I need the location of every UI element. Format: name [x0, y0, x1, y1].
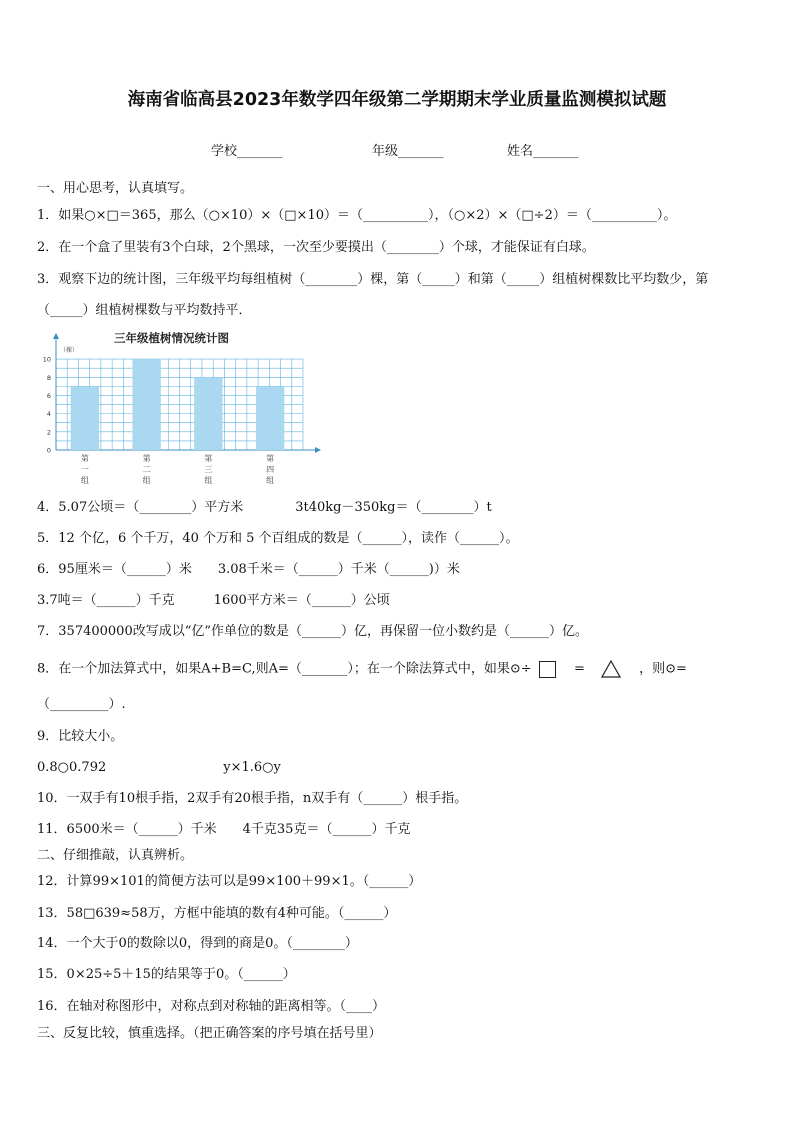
question-9-items: 0.8○0.792 y×1.6○y [37, 760, 281, 775]
svg-text:二: 二 [142, 465, 151, 474]
question-15: 15．0×25÷5＋15的结果等于0。（______） [37, 967, 296, 982]
question-8-line-1 [37, 660, 687, 679]
chart-ylabel: （棵） [60, 347, 79, 354]
y-tick-label: 4 [46, 410, 51, 419]
question-12: 12．计算99×101的简便方法可以是99×100＋99×1。（______） [37, 874, 422, 889]
question-6-line-1: 6．95厘米＝（______）米 3.08千米＝（______）千米（______)）米 [37, 562, 460, 577]
svg-text:第: 第 [204, 454, 213, 463]
svg-text:组: 组 [266, 476, 275, 485]
question-16: 16．在轴对称图形中，对称点到对称轴的距离相等。（____） [37, 999, 386, 1014]
tree-planting-chart [40, 328, 330, 488]
equals-sign: = [573, 661, 585, 677]
question-5: 5．12 个亿，6 个千万，40 个万和 5 个百组成的数是（______），读作（______）。 [37, 531, 519, 546]
question-10: 10．一双手有10根手指，2双手有20根手指，n双手有（______）根手指。 [37, 791, 468, 806]
y-axis-arrow [53, 333, 59, 339]
bar-4 [256, 386, 284, 450]
question-4: 4．5.07公顷＝（________）平方米 3t40kg－350kg＝（________）t [37, 500, 492, 515]
question-9: 9．比较大小。 [37, 729, 124, 744]
question-8-tail: ，则⊙= [639, 661, 687, 677]
question-3-line-1: 3．观察下边的统计图，三年级平均每组植树（________）棵，第（_____）和第（_____）组植树棵数比平均数少，第 [37, 272, 709, 287]
chart-svg [40, 328, 330, 488]
question-14: 14．一个大于0的数除以0，得到的商是0。（________） [37, 936, 358, 951]
category-label-4 [266, 453, 274, 485]
question-8-text: 8．在一个加法算式中，如果A+B=C,则A=（_______）；在一个除法算式中，如果⊙÷ [37, 661, 532, 677]
svg-text:组: 组 [80, 476, 89, 485]
svg-text:组: 组 [142, 476, 151, 485]
question-13: 13．58□639≈58万，方框中能填的数有4种可能。（______） [37, 906, 397, 921]
section-3-heading: 三、反复比较，慎重选择。（把正确答案的序号填在括号里） [37, 1026, 382, 1041]
question-3-line-2: （_____）组植树棵数与平均数持平． [37, 303, 252, 318]
section-1-heading: 一、用心思考，认真填写。 [37, 181, 194, 196]
svg-text:第: 第 [266, 454, 275, 463]
chart-title: 三年级植树情况统计图 [114, 331, 229, 345]
svg-text:组: 组 [204, 476, 213, 485]
svg-text:第: 第 [80, 454, 89, 463]
category-label-2 [143, 453, 151, 485]
grade-field: 年级_______ [372, 144, 444, 159]
question-1: 1．如果○×□＝365，那么（○×10）×（□×10）＝（__________），（○×2）×（□÷2）＝（__________）。 [37, 208, 677, 223]
question-8-line-2: （_________）. [37, 697, 126, 712]
y-tick-label: 2 [46, 428, 51, 437]
y-tick-label: 8 [46, 373, 51, 382]
page-title: 海南省临高县2023年数学四年级第二学期期末学业质量监测模拟试题 [127, 90, 667, 110]
section-2-heading: 二、仔细推敲，认真辨析。 [37, 848, 194, 863]
school-field: 学校_______ [211, 144, 283, 159]
x-axis-arrow [315, 447, 321, 453]
category-label-3 [204, 453, 212, 485]
question-2: 2．在一个盒了里装有3个白球，2个黑球，一次至少要摸出（________）个球，才能保证有白球。 [37, 240, 595, 255]
category-label-1 [81, 453, 89, 485]
name-field: 姓名_______ [507, 144, 579, 159]
y-tick-label: 6 [46, 391, 51, 400]
bar-2 [132, 359, 160, 450]
question-7: 7．357400000改写成以“亿”作单位的数是（______）亿，再保留一位小数约是（______）亿。 [37, 624, 589, 639]
y-tick-label: 0 [46, 446, 51, 455]
question-11: 11．6500米＝（______）千米 4千克35克＝（______）千克 [37, 822, 411, 837]
y-tick-label: 10 [42, 355, 51, 364]
svg-text:三: 三 [204, 465, 213, 474]
svg-text:第: 第 [142, 454, 151, 463]
question-6-line-2: 3.7吨＝（______）千克 1600平方米＝（______）公顷 [37, 593, 390, 608]
square-icon [539, 661, 556, 678]
svg-text:一: 一 [80, 465, 89, 474]
bar-3 [194, 377, 222, 450]
triangle-icon [601, 660, 621, 678]
bar-1 [71, 386, 99, 450]
svg-text:四: 四 [266, 465, 275, 474]
